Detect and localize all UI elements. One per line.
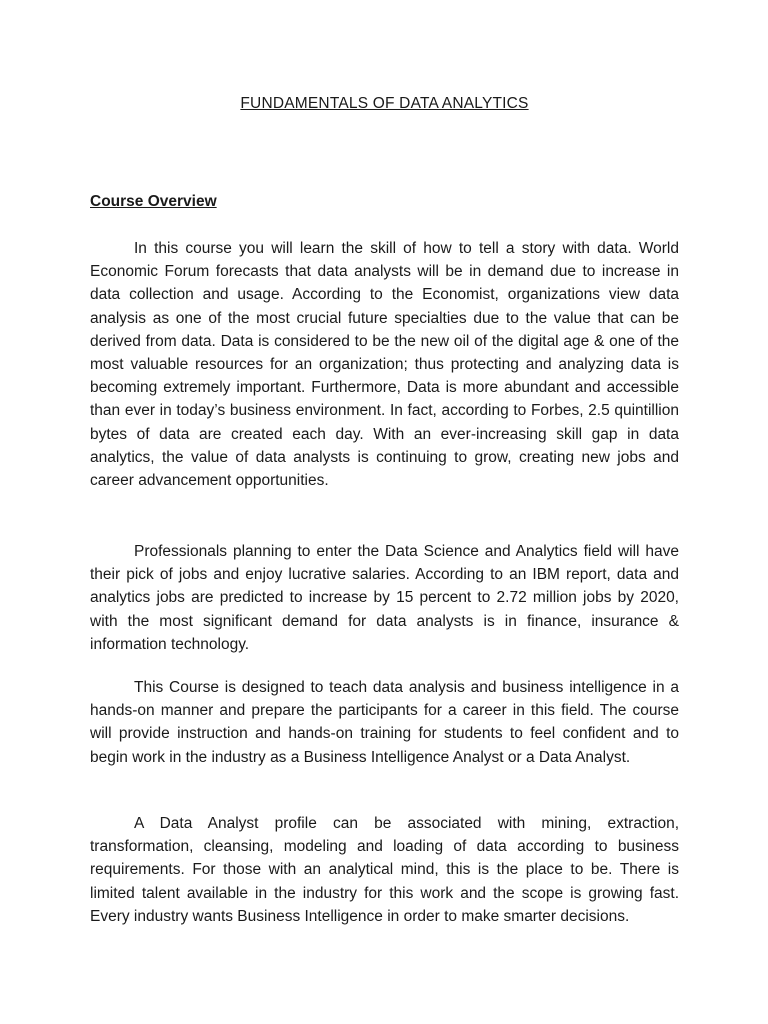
paragraph-professionals: Professionals planning to enter the Data Science and Analytics field will have their pick of jobs and enjoy lucrative salaries. According to an IBM report, data and analytics jobs are predicted to increase by 15 percent to 2.72 million jobs by 2020, with the most significant demand for data analysts is in finance, insurance & information technology.	[90, 543, 679, 653]
paragraph-intro: In this course you will learn the skill of how to tell a story with data. World Economic Forum forecasts that data analysts will be in demand due to increase in data collection and usage. According to the Economist, organizations view data analysis as one of the most crucial future specialties due to the value that can be derived from data. Data is considered to be the new oil of the digital age & one of the most valuable resources for an organization; thus protecting and analyzing data is becoming extremely important. Furthermore, Data is more abundant and accessible than ever in today’s business environment. In fact, according to Forbes, 2.5 quintillion bytes of data are created each day. With an ever-increasing skill gap in data analytics, the value of data analysts is continuing to grow, creating new jobs and career advancement opportunities.	[90, 240, 679, 490]
paragraph-course-design: This Course is designed to teach data analysis and business intelligence in a hands-on manner and prepare the participants for a career in this field. The course will provide instruction and hands-on training for students to feel confident and to begin work in the industry as a Business Intelligence Analyst or a Data Analyst.	[90, 679, 679, 766]
paragraph-data-analyst-profile: A Data Analyst profile can be associated with mining, extraction, transformation, cleansing, modeling and loading of data according to business requirements. For those with an analytical mind, this is the place to be. There is limited talent available in the industry for this work and the scope is growing fast. Every industry wants Business Intelligence in order to make smarter decisions.	[90, 815, 679, 925]
section-heading-course-overview: Course Overview	[90, 193, 217, 210]
document-title: FUNDAMENTALS OF DATA ANALYTICS	[240, 95, 529, 112]
